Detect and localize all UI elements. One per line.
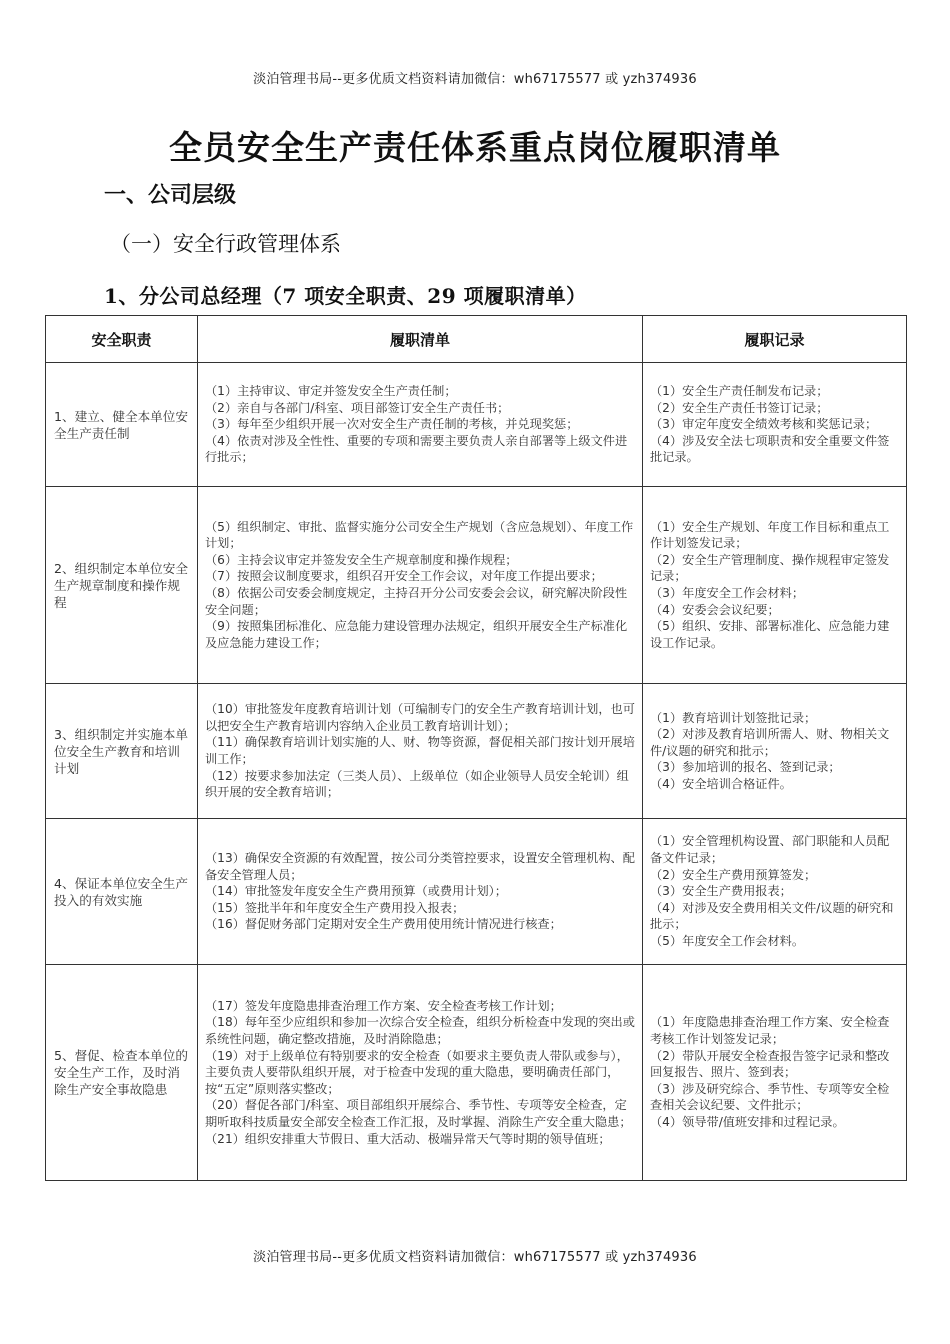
- checklist-item: （12）按要求参加法定（三类人员）、上级单位（如企业领导人员安全轮训）组织开展的安全教育培训；: [205, 768, 629, 800]
- checklist-item: （18）每年至少应组织和参加一次综合安全检查，组织分析检查中发现的突出或系统性问题，确定整改措施，及时消除隐患；: [205, 1015, 635, 1047]
- record-item: （1）安全生产规划、年度工作目标和重点工作计划签发记录；: [650, 519, 890, 551]
- record-item: （2）安全生产管理制度、操作规程审定签发记录；: [650, 552, 890, 584]
- duty-cell: 2、组织制定本单位安全生产规章制度和操作规程: [46, 487, 198, 684]
- table-row: [46, 965, 907, 1181]
- record-item: （3）年度安全工作会材料；: [650, 586, 805, 600]
- checklist-item: （14）审批签发年度安全生产费用预算（或费用计划）；: [205, 884, 507, 899]
- table-row: [46, 487, 907, 684]
- checklist-cell: [198, 965, 643, 1181]
- record-item: （4）安委会会议纪要；: [650, 602, 780, 617]
- table-row: [46, 819, 907, 965]
- checklist-item: （16）督促财务部门定期对安全生产费用使用统计情况进行核查；: [205, 917, 562, 932]
- checklist-item: （1）主持审议、审定并签发安全生产责任制；: [205, 384, 457, 399]
- record-item: （3）涉及研究综合、季节性、专项等安全检查相关会议纪要、文件批示；: [650, 1081, 890, 1113]
- column-header-checklist: 履职清单: [198, 316, 643, 363]
- checklist-item: （20）督促各部门/科室、项目部组织开展综合、季节性、专项等安全检查，定期听取科技质量安全部安全检查工作汇报，及时掌握、消除生产安全重大隐患；: [205, 1098, 632, 1129]
- column-header-duty: 安全职责: [46, 316, 198, 363]
- record-item: （1）年度隐患排查治理工作方案、安全检查考核工作计划签发记录；: [650, 1015, 890, 1047]
- records-cell: [643, 487, 907, 684]
- record-item: （1）安全管理机构设置、部门职能和人员配备文件记录；: [650, 834, 890, 866]
- checklist-item: （13）确保安全资源的有效配置，按公司分类管控要求，设置安全管理机构、配备安全管理人员；: [205, 851, 635, 882]
- table-row: [46, 363, 907, 487]
- footer-note: 淡泊管理书局--更多优质文档资料请加微信：wh67175577 或 yzh374936: [253, 1250, 697, 1265]
- checklist-item: （11）确保教育培训计划实施的人、财、物等资源，督促相关部门按计划开展培训工作；: [205, 735, 635, 766]
- record-item: （5）组织、安排、部署标准化、应急能力建设工作记录。: [650, 619, 890, 650]
- checklist-cell: [198, 684, 643, 819]
- record-item: （3）安全生产费用报表；: [650, 884, 792, 899]
- record-item: （2）安全生产费用预算签发；: [650, 867, 817, 882]
- duty-cell: 1、建立、健全本单位安全生产责任制: [46, 363, 198, 487]
- checklist-item: （19）对于上级单位有特别要求的安全检查（如要求主要负责人带队或参与），主要负责人要带队组织开展，对于检查中发现的重大隐患，要明确责任部门，按“五定”原则落实整改；: [205, 1048, 629, 1096]
- checklist-cell: [198, 819, 643, 965]
- checklist-item: （3）每年至少组织开展一次对安全生产责任制的考核，并兑现奖惩；: [205, 417, 579, 432]
- checklist-item: （2）亲自与各部门/科室、项目部签订安全生产责任书；: [205, 400, 510, 415]
- section-heading: 一、公司层级: [104, 183, 237, 208]
- record-item: （4）对涉及安全费用相关文件/议题的研究和批示；: [650, 900, 894, 932]
- duty-cell: 5、督促、检查本单位的安全生产工作，及时消除生产安全事故隐患: [46, 965, 198, 1181]
- record-item: （2）安全生产责任书签订记录；: [650, 400, 829, 415]
- checklist-item: （6）主持会议审定并签发安全生产规章制度和操作规程；: [205, 552, 518, 567]
- checklist-item: （15）签批半年和年度安全生产费用投入报表；: [205, 900, 465, 915]
- checklist-cell: [198, 487, 643, 684]
- checklist-item: （4）依责对涉及全性性、重要的专项和需要主要负责人亲自部署等上级文件进行批示；: [205, 433, 628, 465]
- record-item: （2）带队开展安全检查报告签字记录和整改回复报告、照片、签到表；: [650, 1048, 890, 1080]
- duty-table: [45, 315, 907, 1181]
- subsection-heading: （一）安全行政管理体系: [110, 232, 341, 256]
- record-item: （1）安全生产责任制发布记录；: [650, 384, 829, 399]
- checklist-item: （17）签发年度隐患排查治理工作方案、安全检查考核工作计划；: [205, 998, 562, 1013]
- role-heading: 1、分公司总经理（7 项安全职责、29 项履职清单）: [104, 284, 587, 308]
- table-row: [46, 684, 907, 819]
- records-cell: [643, 819, 907, 965]
- checklist-item: （7）按照会议制度要求，组织召开安全工作会议，对年度工作提出要求；: [205, 569, 603, 584]
- records-cell: [643, 965, 907, 1181]
- record-item: （4）涉及安全法七项职责和安全重要文件签批记录。: [650, 433, 890, 465]
- record-item: （3）审定年度安全绩效考核和奖惩记录；: [650, 417, 878, 432]
- records-cell: [643, 684, 907, 819]
- checklist-item: （21）组织安排重大节假日、重大活动、极端异常天气等时期的领导值班；: [205, 1131, 611, 1146]
- checklist-item: （10）审批签发年度教育培训计划（可编制专门的安全生产教育培训计划，也可以把安全生产教育培训内容纳入企业员工教育培训计划）；: [205, 702, 635, 733]
- table-header-row: [46, 316, 907, 363]
- record-item: （2）对涉及教育培训所需人、财、物相关文件/议题的研究和批示；: [650, 727, 890, 758]
- checklist-item: （5）组织制定、审批、监督实施分公司安全生产规划（含应急规划）、年度工作计划；: [205, 519, 634, 551]
- column-header-records: 履职记录: [643, 316, 907, 363]
- header-note: 淡泊管理书局--更多优质文档资料请加微信：wh67175577 或 yzh374936: [253, 72, 697, 87]
- duty-cell: 4、保证本单位安全生产投入的有效实施: [46, 819, 198, 965]
- checklist-cell: [198, 363, 643, 487]
- record-item: （4）领导带/值班安排和过程记录。: [650, 1114, 845, 1129]
- record-item: （3）参加培训的报名、签到记录；: [650, 760, 841, 775]
- record-item: （1）教育培训计划签批记录；: [650, 710, 817, 725]
- document-title: 全员安全生产责任体系重点岗位履职清单: [169, 128, 781, 167]
- record-item: （5）年度安全工作会材料。: [650, 933, 805, 948]
- records-cell: [643, 363, 907, 487]
- duty-cell: 3、组织制定并实施本单位安全生产教育和培训计划: [46, 684, 198, 819]
- record-item: （4）安全培训合格证件。: [650, 776, 792, 791]
- checklist-item: （8）依据公司安委会制度规定，主持召开分公司安委会会议，研究解决阶段性安全问题；: [205, 586, 628, 617]
- checklist-item: （9）按照集团标准化、应急能力建设管理办法规定，组织开展安全生产标准化及应急能力建设工作；: [205, 619, 628, 650]
